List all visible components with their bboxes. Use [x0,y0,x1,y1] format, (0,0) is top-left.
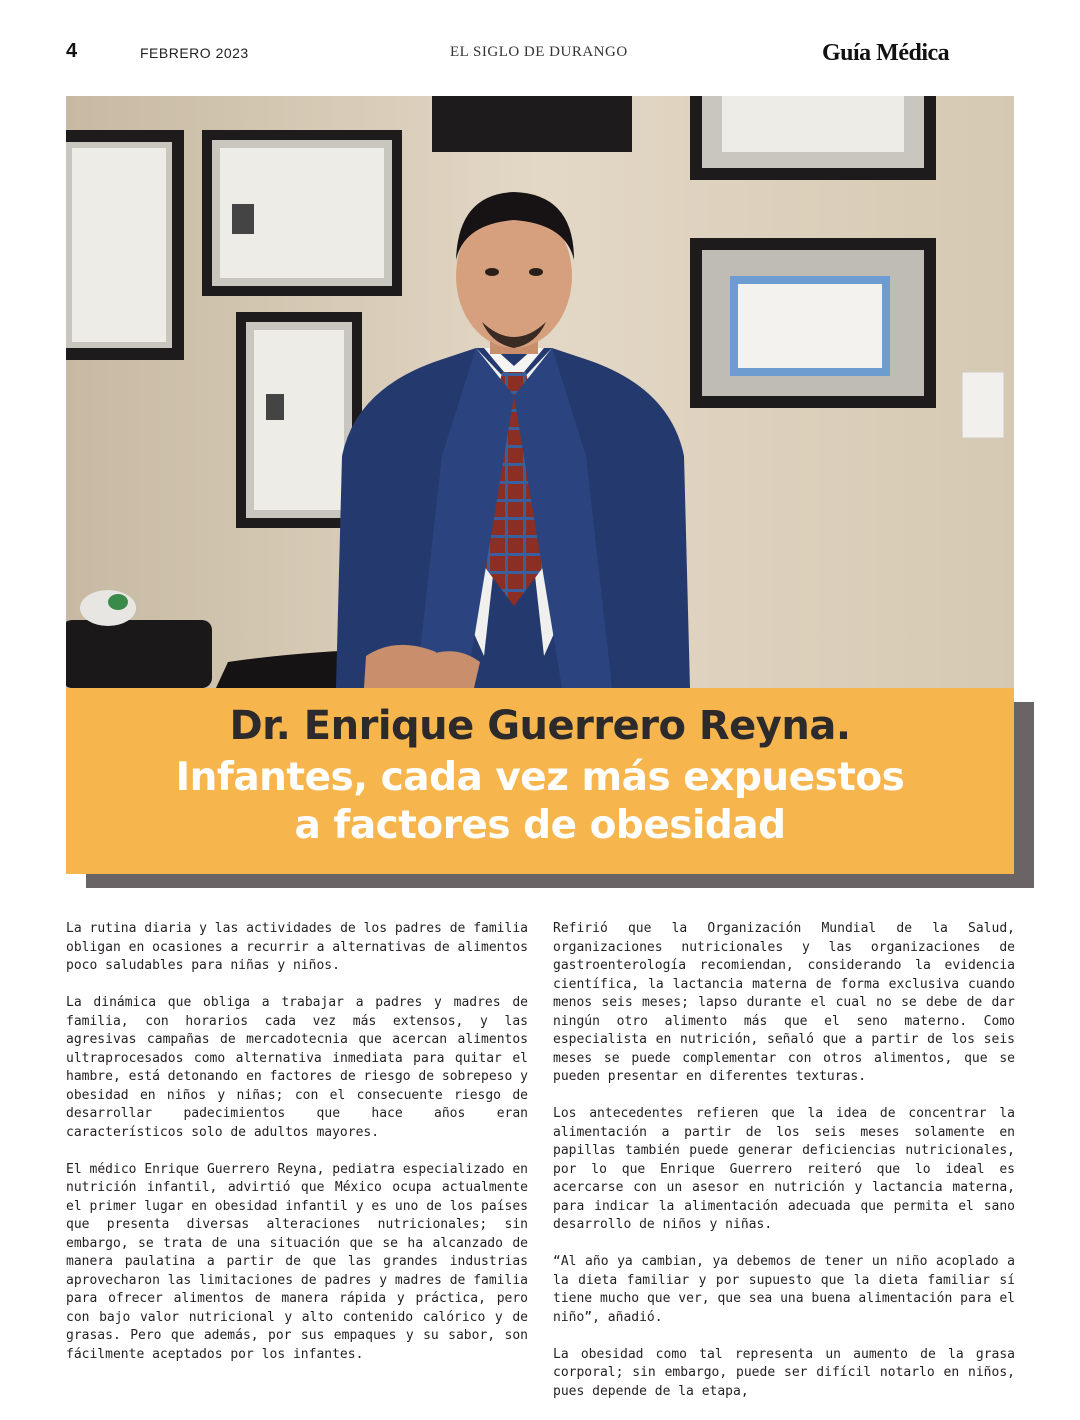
desk-ornament [108,594,128,610]
section-title: Guía Médica [822,40,950,66]
issue-date: FEBRERO 2023 [140,45,249,61]
diploma-frame [432,96,632,152]
doctor-portrait-icon [66,96,1014,688]
diploma-frame [690,96,936,180]
doctor-name: Dr. Enrique Guerrero Reyna. [229,703,851,749]
diploma-frame [690,238,936,408]
title-banner [66,688,1014,874]
paragraph: La dinámica que obliga a trabajar a padres y madres de familia, con horarios cada vez más extensos, y las agresivas campañas de mercadotecnia que acercan alimentos ultraprocesados como alternativa inmediata para quitar el hambre, está detonando en factores de riesgo de sobrepeso y obesidad en niños y niñas; con el consecuente riesgo de desarrollar padecimientos que hace años eran característicos solo de adultos mayores. [66,995,528,1140]
desk-object [66,620,212,688]
page-number: 4 [66,40,78,62]
page-header [0,0,1080,80]
desk-ornament [80,590,136,626]
publication-name: EL SIGLO DE DURANGO [450,44,628,60]
diploma-frame [66,130,184,360]
paragraph: Los antecedentes refieren que la idea de concentrar la alimentación a partir de los seis meses solamente en papillas también puede generar deficiencias nutricionales, por lo que Enrique Guerrero reiteró que lo ideal es acercarse con un asesor en nutrición y lactancia materna, para indicar la alimentación adecuada que permita el sano desarrollo de niños y niñas. [553,1106,1015,1232]
paragraph: Refirió que la Organización Mundial de la Salud, organizaciones nutricionales y las organizaciones de gastroenterología recomiendan, considerando la evidencia científica, la lactancia materna de forma exclusiva cuando menos seis meses; lapso durante el cual no se debe de dar ningún otro alimento más que el seno materno. Como especialista en nutrición, señaló que a partir de los seis meses se puede complementar con otros alimentos, que se pueden presentar en diferentes texturas. [553,921,1015,1084]
paragraph: La obesidad como tal representa un aumento de la grasa corporal; sin embargo, puede ser difícil notarlo en niños, pues depende de la etapa, [553,1346,1015,1399]
light-switch [962,372,1004,438]
article-column-right [553,920,1015,1420]
paragraph: El médico Enrique Guerrero Reyna, pediatra especializado en nutrición infantil, advirtió que México ocupa actualmente el primer lugar en obesidad infantil y es uno de los países que presenta diversas alteraciones nutricionales; sin embargo, se trata de una situación que se ha alcanzado de manera paulatina a partir de que las grandes industrias aprovecharon las limitaciones de padres y madres de familia para ofrecer alimentos de manera rápida y práctica, pero con bajo valor nutricional y alto contenido calórico y de grasas. Pero que además, por sus empaques y su sabor, son fácilmente aceptados por los infantes. [66,1161,528,1362]
article-headline: Infantes, cada vez más expuestos a factores de obesidad [175,755,905,848]
paragraph: La rutina diaria y las actividades de los padres de familia obligan en ocasiones a recurrir a alternativas de alimentos poco saludables para niñas y niños. [66,921,528,973]
diploma-frame [202,130,402,296]
paragraph: “Al año ya cambian, ya debemos de tener un niño acoplado a la dieta familiar y por supuesto que la dieta familiar sí tiene mucho que ver, que sea una buena alimentación para el niño”, añadió. [553,1254,1015,1325]
doctor-photo [66,96,1014,688]
article-column-left [66,920,528,1383]
